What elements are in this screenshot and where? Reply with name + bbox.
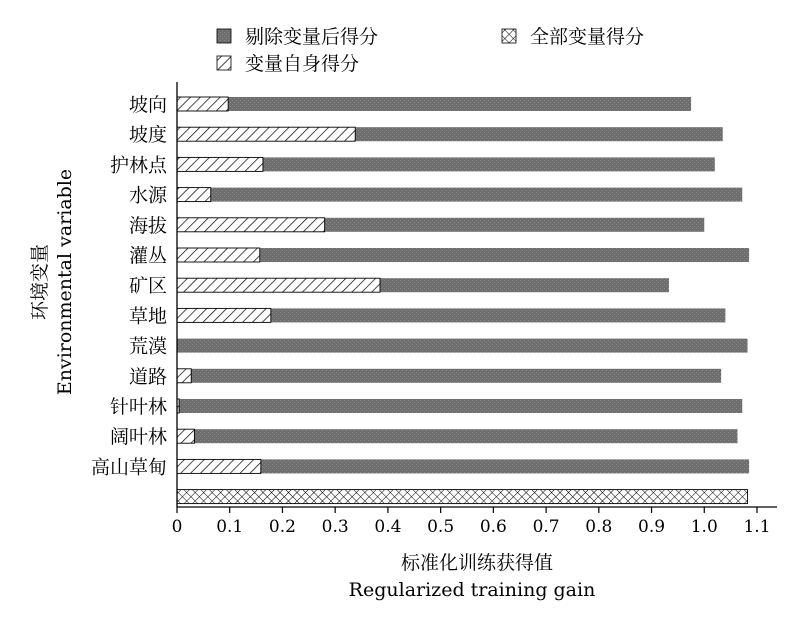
category-label-10: 针叶林: [109, 396, 167, 418]
x-axis-ticks: [172, 507, 771, 537]
category-label-7: 草地: [128, 305, 167, 328]
bar-self-1: [177, 127, 355, 141]
legend: [217, 26, 644, 75]
legend-swatch-self: [217, 56, 231, 70]
bar-removed-9: [177, 369, 721, 383]
category-label-11: 阔叶林: [109, 426, 167, 449]
legend-label-removed: 剔除变量后得分: [245, 26, 379, 48]
category-labels: [91, 94, 168, 478]
bar-self-0: [177, 97, 228, 111]
legend-swatch-removed: [217, 29, 231, 43]
x-axis-title-en: Regularized training gain: [348, 579, 596, 601]
y-axis-title-zh: 环境变量: [29, 243, 51, 321]
category-label-4: 海拔: [128, 214, 167, 237]
bar-self-2: [177, 157, 263, 171]
category-label-9: 道路: [128, 365, 167, 388]
x-tick-label-6: 0.6: [479, 517, 507, 537]
bar-removed-11: [177, 429, 737, 443]
category-label-6: 矿区: [128, 275, 167, 298]
x-tick-label-2: 0.2: [268, 517, 296, 537]
x-axis-title-zh: 标准化训练获得值: [400, 552, 554, 574]
bar-all-variables: [177, 490, 748, 504]
category-label-0: 坡向: [128, 94, 167, 116]
bar-self-9: [177, 369, 191, 383]
category-label-1: 坡度: [128, 124, 167, 147]
bar-self-4: [177, 218, 325, 232]
y-axis-title-en: Environmental variable: [54, 168, 76, 396]
x-tick-label-3: 0.3: [321, 517, 349, 537]
category-label-12: 高山草甸: [90, 456, 167, 479]
x-tick-label-0: 0: [171, 517, 183, 537]
bar-removed-3: [177, 188, 742, 202]
x-tick-label-4: 0.4: [374, 517, 402, 537]
category-label-3: 水源: [128, 184, 167, 207]
bar-self-3: [177, 188, 211, 202]
x-tick-label-8: 0.8: [585, 517, 613, 537]
bar-self-6: [177, 278, 380, 292]
legend-label-self: 变量自身得分: [245, 53, 360, 75]
x-tick-label-1: 0.1: [216, 517, 244, 537]
x-tick-label-11: 1.1: [743, 517, 771, 537]
category-label-8: 荒漠: [128, 335, 167, 358]
x-tick-label-7: 0.7: [532, 517, 560, 537]
bar-removed-0: [177, 97, 691, 111]
bars-layer: [177, 97, 749, 504]
category-label-5: 灌丛: [128, 245, 167, 267]
bar-removed-12: [177, 459, 749, 473]
x-tick-label-10: 1.0: [690, 517, 718, 537]
bar-self-11: [177, 429, 194, 443]
bar-removed-10: [177, 399, 742, 413]
x-tick-label-9: 0.9: [638, 517, 666, 537]
bar-removed-5: [177, 248, 749, 262]
bar-self-7: [177, 308, 271, 322]
bar-self-5: [177, 248, 260, 262]
bar-removed-8: [177, 339, 748, 353]
legend-label-all: 全部变量得分: [530, 26, 645, 48]
legend-swatch-all: [502, 29, 516, 43]
x-tick-label-5: 0.5: [427, 517, 455, 537]
bar-self-12: [177, 459, 261, 473]
category-label-2: 护林点: [109, 154, 167, 177]
